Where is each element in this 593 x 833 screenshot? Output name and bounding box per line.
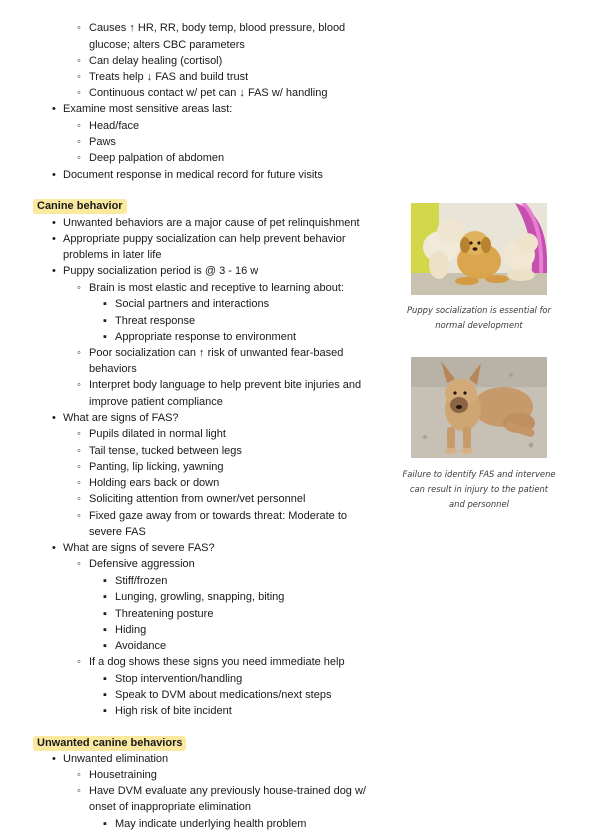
- section-heading-canine-behavior: Canine behavior: [33, 199, 127, 214]
- list-item: ◦ If a dog shows these signs you need immediate help: [89, 654, 345, 670]
- section-heading-unwanted-canine-behaviors: Unwanted canine behaviors: [33, 736, 186, 751]
- list-item: ▪ Stiff/frozen: [115, 573, 167, 589]
- list-item: ▪ Threat response: [115, 313, 195, 329]
- list-item: • Puppy socialization period is @ 3 - 16 w: [63, 263, 258, 279]
- list-item: ▪ Social partners and interactions: [115, 296, 269, 312]
- list-item-continuation: severe FAS: [89, 526, 146, 538]
- list-item: ◦ Continuous contact w/ pet can ↓ FAS w/ handling: [89, 85, 327, 101]
- list-item-continuation: glucose; alters CBC parameters: [89, 39, 245, 51]
- list-item-continuation: improve patient compliance: [89, 396, 223, 408]
- list-item: ◦ Can delay healing (cortisol): [89, 53, 222, 69]
- list-item: ▪ Avoidance: [115, 638, 166, 654]
- list-item: • Unwanted behaviors are a major cause of pet relinquishment: [63, 215, 360, 231]
- list-item: • Unwanted elimination: [63, 751, 168, 767]
- list-item: ◦ Have DVM evaluate any previously house-trained dog w/: [89, 783, 366, 799]
- fearful-dog-photo: [411, 357, 547, 458]
- list-item: ◦ Poor socialization can ↑ risk of unwanted fear-based: [89, 345, 343, 361]
- list-item: ▪ Threatening posture: [115, 606, 213, 622]
- list-item: ◦ Causes ↑ HR, RR, body temp, blood pressure, blood: [89, 20, 345, 36]
- puppies-photo-illustration: [411, 203, 547, 295]
- list-item: ▪ Hiding: [115, 622, 146, 638]
- list-item-continuation: behaviors: [89, 363, 137, 375]
- puppies-photo: [411, 203, 547, 295]
- list-item: ▪ Speak to DVM about medications/next steps: [115, 687, 331, 703]
- list-item: ◦ Housetraining: [89, 767, 157, 783]
- list-item-continuation: onset of inappropriate elimination: [89, 801, 252, 813]
- figure-caption: [389, 467, 569, 512]
- fearful-dog-photo-illustration: [411, 357, 547, 458]
- list-item: ◦ Deep palpation of abdomen: [89, 150, 224, 166]
- list-item: ◦ Tail tense, tucked between legs: [89, 443, 242, 459]
- list-item: ◦ Brain is most elastic and receptive to learning about:: [89, 280, 344, 296]
- list-item: ▪ May indicate underlying health problem: [115, 816, 306, 832]
- figure-caption: [389, 303, 569, 333]
- list-item: ▪ High risk of bite incident: [115, 703, 232, 719]
- list-item: ◦ Paws: [89, 134, 116, 150]
- caption-line: Failure to identify FAS and intervene: [402, 469, 556, 479]
- list-item: ▪ Stop intervention/handling: [115, 671, 242, 687]
- caption-line: can result in injury to the patient: [409, 484, 549, 494]
- list-item: ▪ Lunging, growling, snapping, biting: [115, 589, 284, 605]
- caption-line: and personnel: [449, 499, 509, 509]
- list-item: ◦ Pupils dilated in normal light: [89, 426, 226, 442]
- list-item: ◦ Panting, lip licking, yawning: [89, 459, 224, 475]
- caption-line: normal development: [435, 320, 523, 330]
- list-item: ◦ Holding ears back or down: [89, 475, 219, 491]
- list-item: • What are signs of FAS?: [63, 410, 179, 426]
- list-item: • What are signs of severe FAS?: [63, 540, 215, 556]
- list-item: • Document response in medical record for future visits: [63, 167, 323, 183]
- list-item: ▪ Appropriate response to environment: [115, 329, 296, 345]
- list-item: ◦ Defensive aggression: [89, 556, 195, 572]
- list-item: ◦ Treats help ↓ FAS and build trust: [89, 69, 248, 85]
- caption-line: Puppy socialization is essential for: [407, 305, 551, 315]
- list-item: ◦ Head/face: [89, 118, 139, 134]
- list-item: • Appropriate puppy socialization can help prevent behavior: [63, 231, 346, 247]
- list-item: • Examine most sensitive areas last:: [63, 101, 232, 117]
- list-item-continuation: problems in later life: [63, 249, 162, 261]
- list-item: ◦ Soliciting attention from owner/vet personnel: [89, 491, 305, 507]
- list-item: ◦ Fixed gaze away from or towards threat: Moderate to: [89, 508, 347, 524]
- list-item: ◦ Interpret body language to help prevent bite injuries and: [89, 377, 361, 393]
